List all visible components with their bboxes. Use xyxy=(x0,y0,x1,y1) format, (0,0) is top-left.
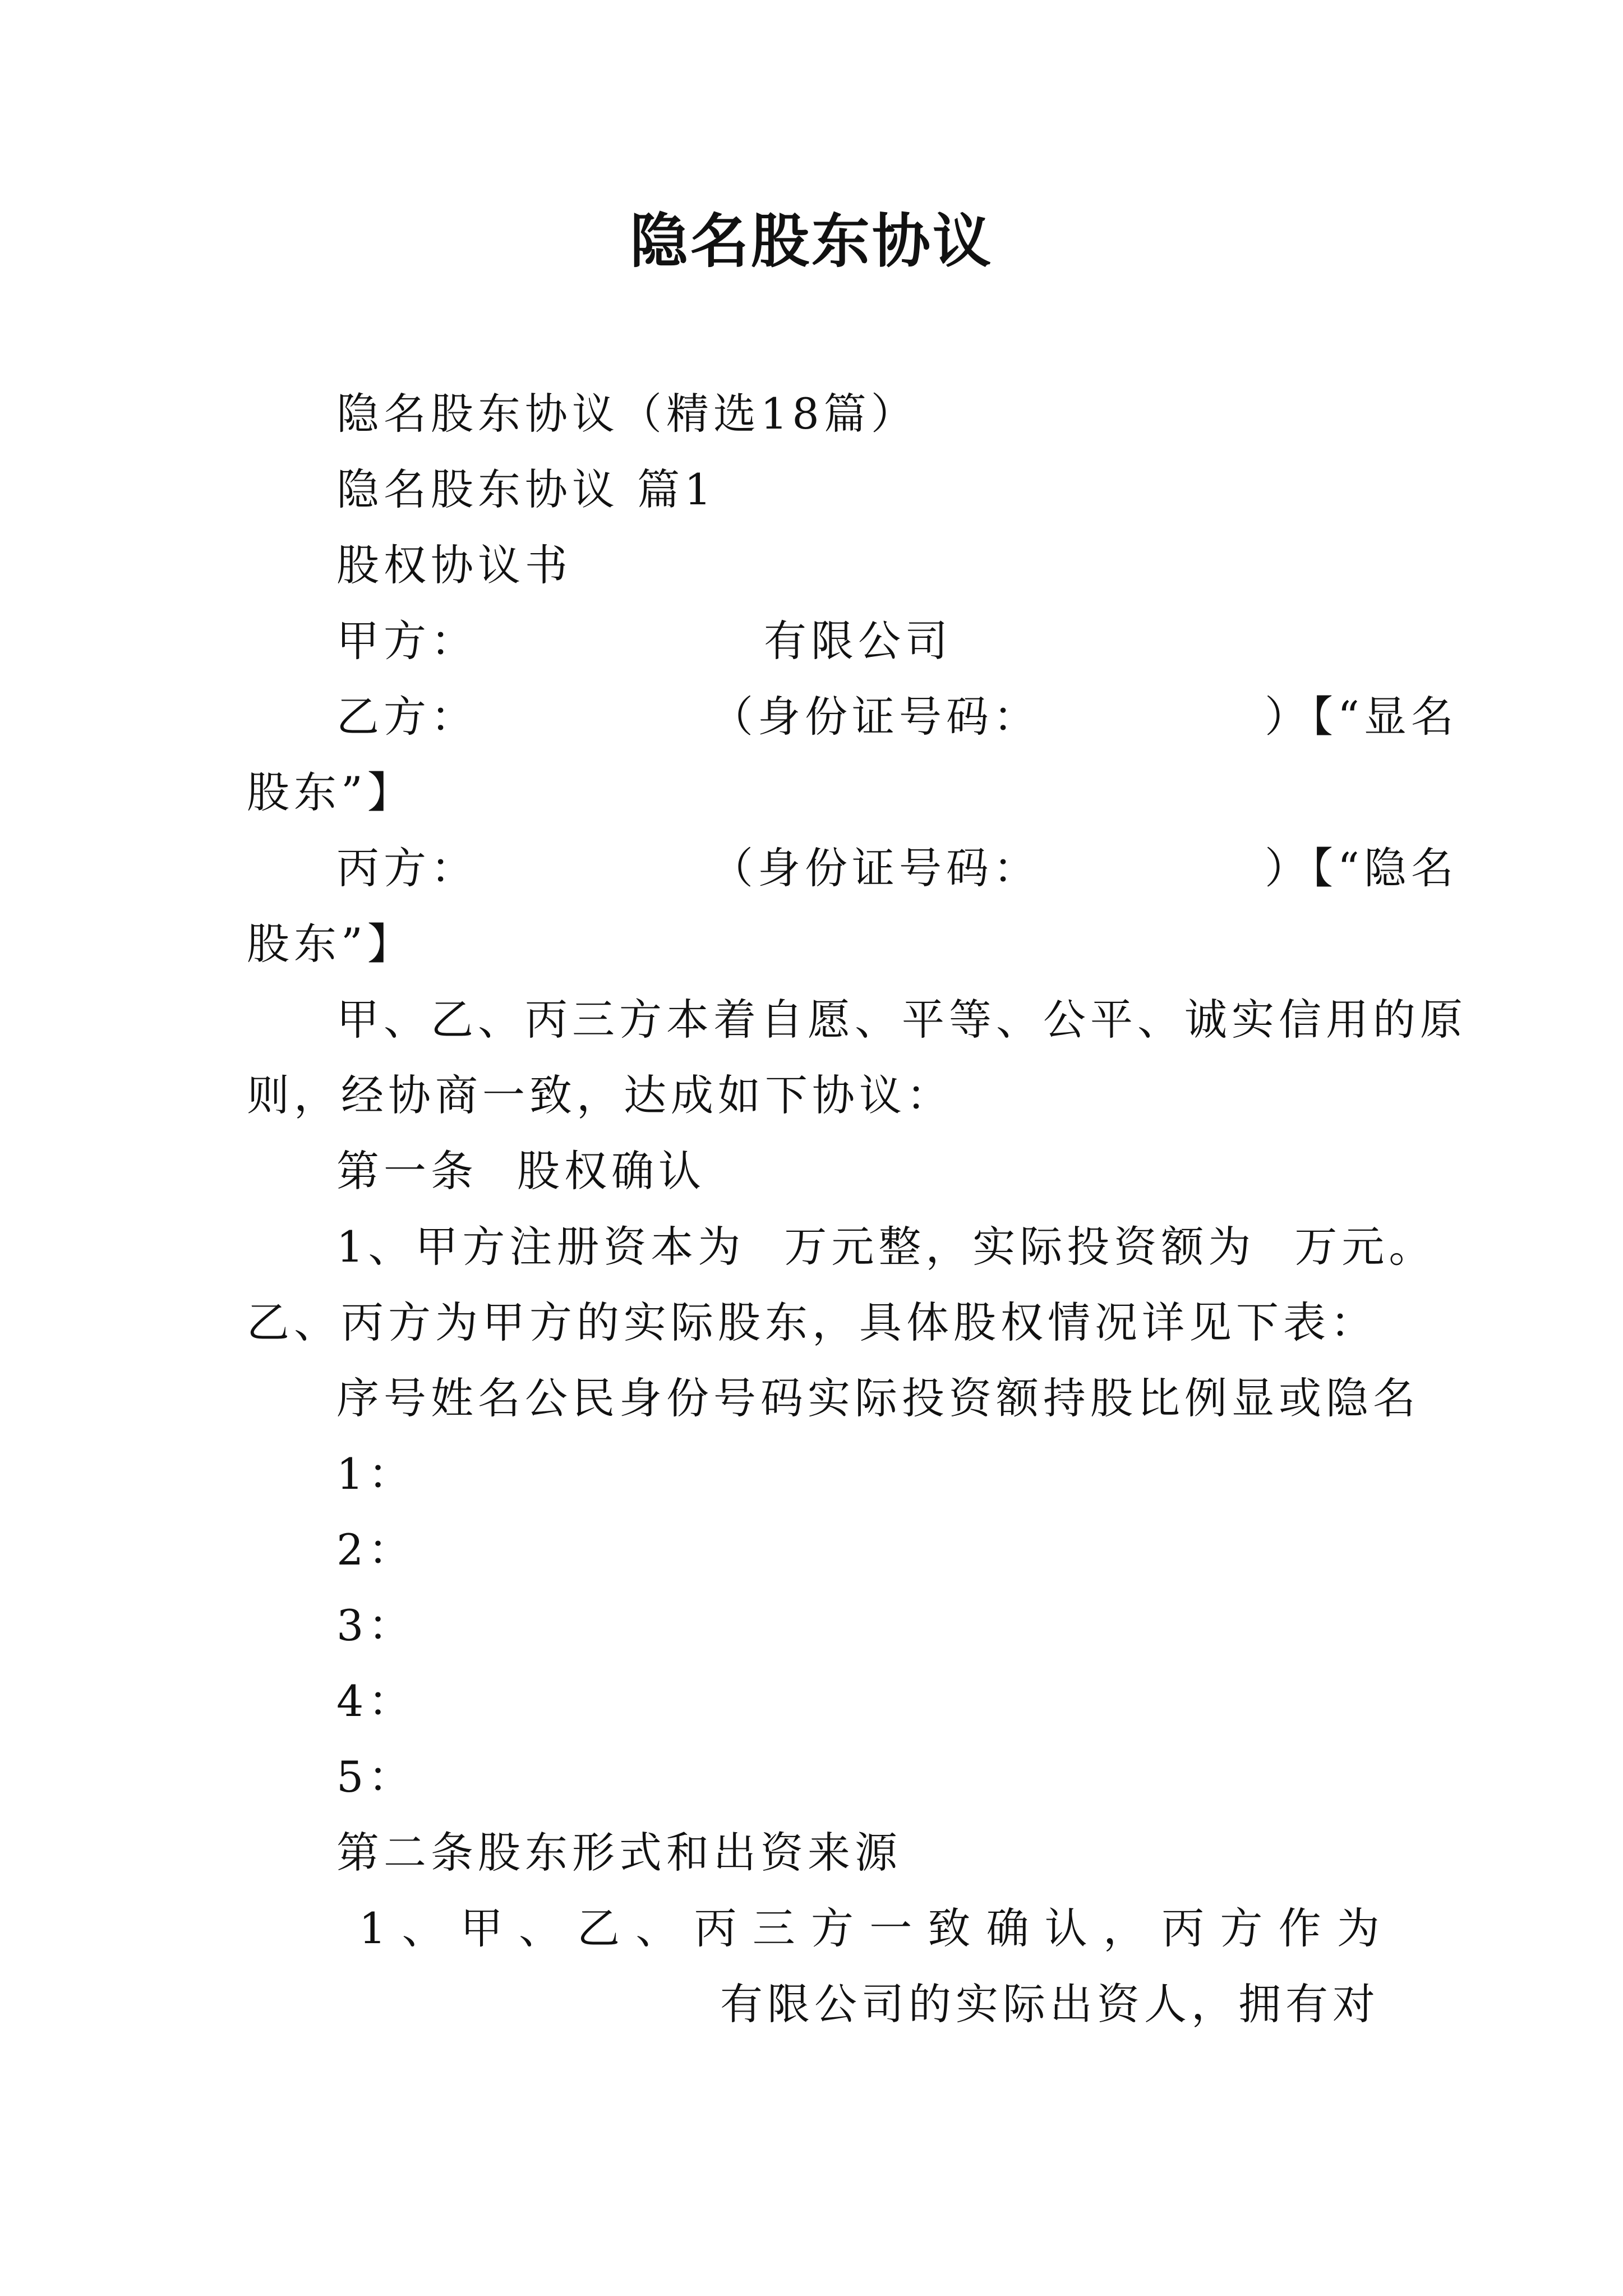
agreement-heading: 股权协议书 xyxy=(336,540,572,590)
party-c-id-label: （身份证号码： xyxy=(711,843,1040,893)
article-2-heading: 第二条股东形式和出资来源 xyxy=(336,1828,902,1878)
party-b-tag: ）【“显名 xyxy=(1265,692,1458,742)
article-1-clause-1-line-2: 乙、丙方为甲方的实际股东，具体股权情况详见下表： xyxy=(247,1297,1377,1347)
clause-char: 致 xyxy=(928,1903,971,1953)
party-b-line xyxy=(336,686,1458,748)
clause-char: 确 xyxy=(986,1903,1029,1953)
clause-char: 、 xyxy=(635,1903,679,1953)
party-c-label: 丙方： xyxy=(336,843,478,893)
table-row: 2： xyxy=(336,1525,416,1575)
clause-char: 三 xyxy=(752,1903,795,1953)
article-1-heading xyxy=(336,1140,706,1202)
article-1-number: 第一条 xyxy=(336,1146,478,1196)
article-2-clause-1-line-2: 有限公司的实际出资人，拥有对 xyxy=(720,1979,1380,2029)
clause-char: 一 xyxy=(869,1903,912,1953)
table-row: 5： xyxy=(336,1752,416,1802)
document-subtitle: 隐名股东协议（精选18篇） xyxy=(336,389,918,439)
clause-char: 方 xyxy=(810,1903,854,1953)
clause-char: 、 xyxy=(402,1903,445,1953)
party-a-company: 有限公司 xyxy=(764,616,952,666)
clause-char: 丙 xyxy=(1161,1903,1205,1953)
clause-char: 丙 xyxy=(694,1903,737,1953)
party-b-id-label: （身份证号码： xyxy=(711,692,1040,742)
clause-char: 乙 xyxy=(577,1903,620,1953)
article-1-clause-1 xyxy=(336,1216,1436,1278)
table-row: 4： xyxy=(336,1676,416,1726)
table-row: 1： xyxy=(336,1449,416,1499)
intro-line-2: 则，经协商一致，达成如下协议： xyxy=(247,1070,953,1120)
clause-char: 认 xyxy=(1044,1903,1087,1953)
clause-char: 为 xyxy=(1336,1903,1380,1953)
chapter-heading: 隐名股东协议 篇1 xyxy=(336,464,716,514)
shareholder-table-header: 序号姓名公民身份号码实际投资额持股比例显或隐名 xyxy=(336,1373,1420,1423)
clause-1-part-a: 1、甲方注册资本为 xyxy=(336,1222,745,1272)
party-b-tag-end: 股东”】 xyxy=(247,767,414,817)
clause-char: 、 xyxy=(518,1903,561,1953)
clause-1-part-c: 万元。 xyxy=(1294,1222,1436,1272)
clause-char: 作 xyxy=(1278,1903,1321,1953)
clause-char: 甲 xyxy=(460,1903,503,1953)
clause-char: 方 xyxy=(1220,1903,1263,1953)
party-c-tag: ）【“隐名 xyxy=(1265,843,1458,893)
party-a-line xyxy=(336,610,952,672)
article-2-clause-1-line-1 xyxy=(359,1898,1380,1959)
party-c-line xyxy=(336,838,1458,899)
clause-1-part-b: 万元整，实际投资额为 xyxy=(784,1222,1256,1272)
table-row: 3： xyxy=(336,1600,416,1650)
intro-line-1: 甲、乙、丙三方本着自愿、平等、公平、诚实信用的原 xyxy=(336,995,1467,1045)
clause-char: ， xyxy=(1103,1903,1146,1953)
party-b-label: 乙方： xyxy=(336,692,478,742)
party-c-tag-end: 股东”】 xyxy=(247,919,414,969)
article-1-title: 股权确认 xyxy=(517,1146,706,1196)
clause-char: 1 xyxy=(359,1903,386,1953)
document-title: 隐名股东协议 xyxy=(629,206,993,275)
party-a-label: 甲方： xyxy=(336,616,478,666)
